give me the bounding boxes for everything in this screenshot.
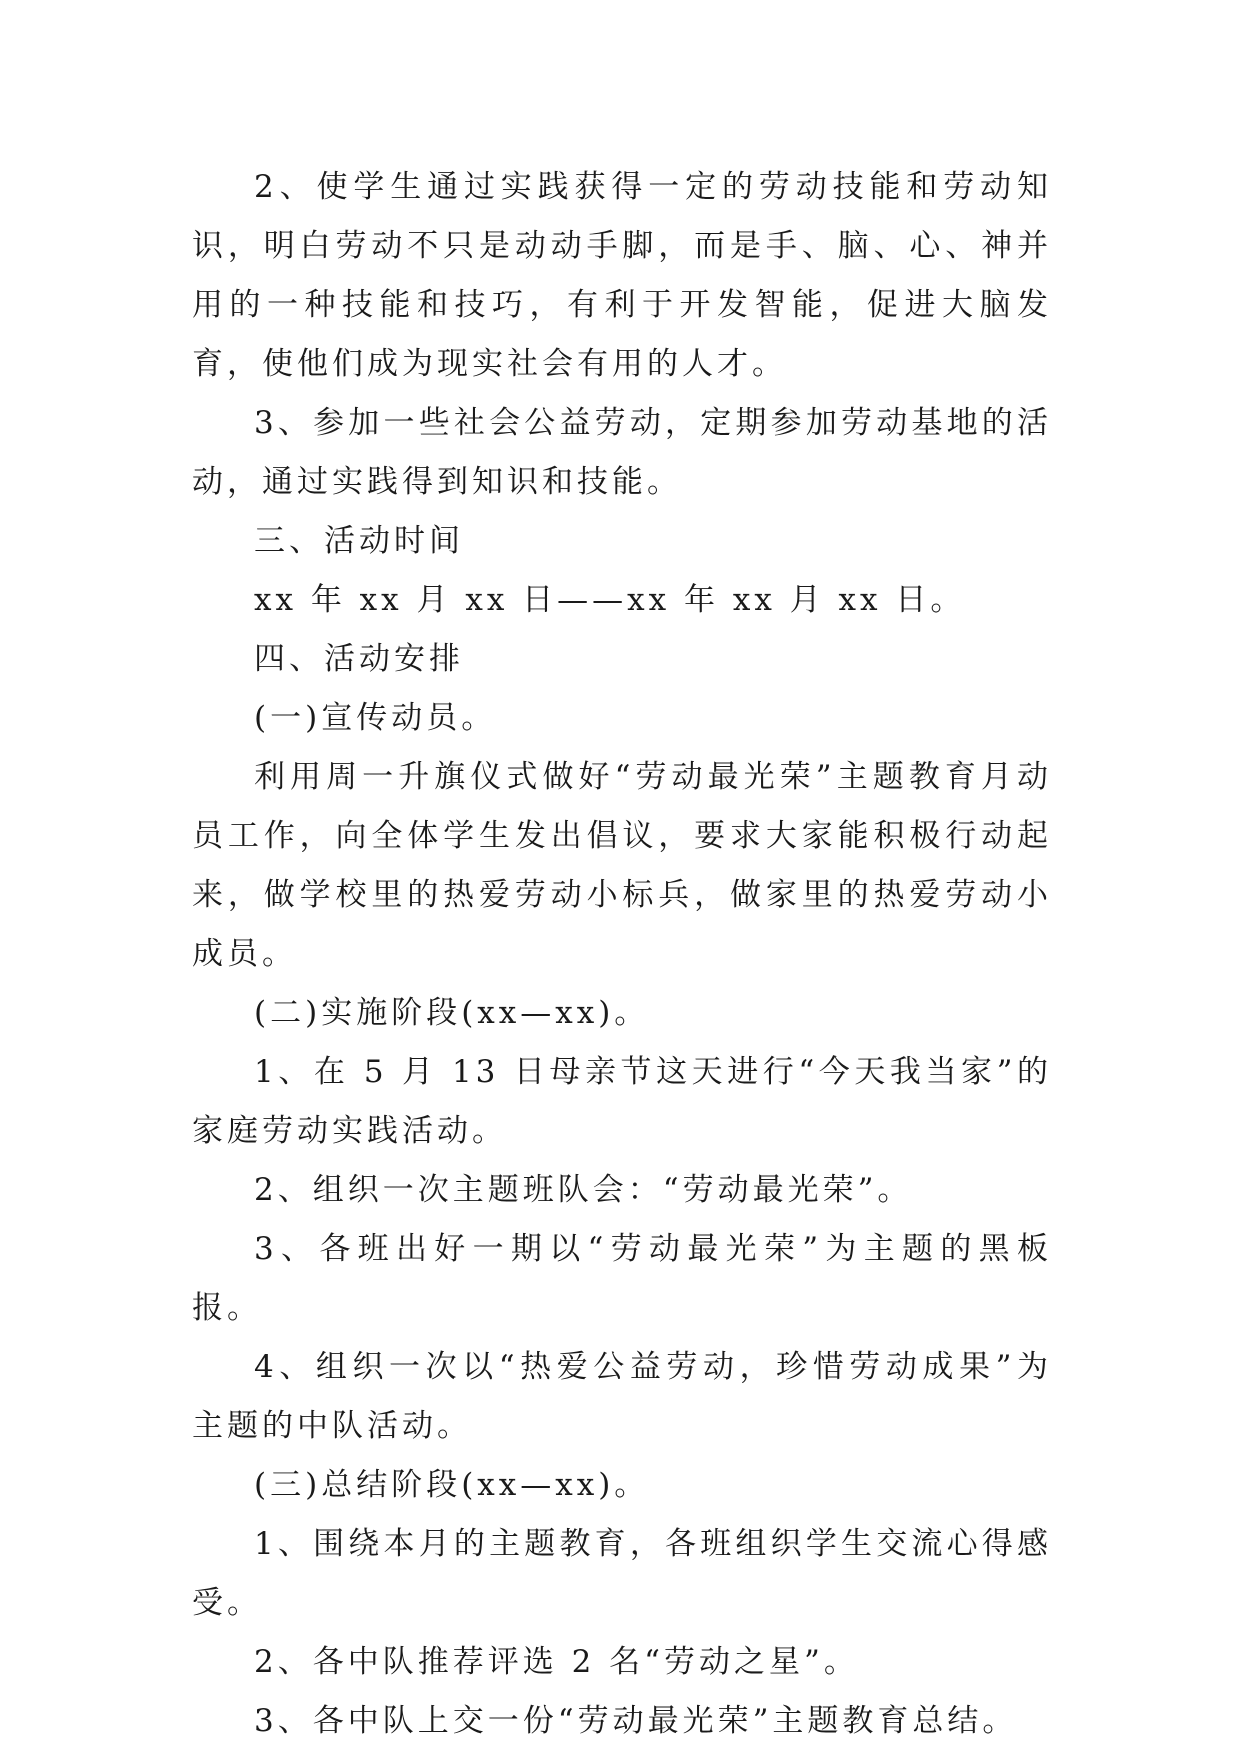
- heading-activity-arrangement: 四、活动安排: [254, 641, 464, 677]
- heading-activity-time: 三、活动时间: [254, 523, 464, 559]
- paragraph-mobilization: 利用周一升旗仪式做好“劳动最光荣”主题教育月动员工作，向全体学生发出倡议，要求大家能积极行动起来，做学校里的热爱劳动小标兵，做家里的热爱劳动小成员。: [192, 759, 1052, 972]
- list-item-implementation-3: 3、各班出好一期以“劳动最光荣”为主题的黑板报。: [192, 1231, 1052, 1326]
- paragraph-time-range: xx 年 xx 月 xx 日——xx 年 xx 月 xx 日。: [254, 582, 966, 618]
- subheading-summary: (三)总结阶段(xx—xx)。: [254, 1467, 650, 1503]
- list-item-summary-1: 1、围绕本月的主题教育，各班组织学生交流心得感受。: [192, 1526, 1052, 1621]
- list-item-summary-2: 2、各中队推荐评选 2 名“劳动之星”。: [254, 1644, 859, 1680]
- subheading-mobilization: (一)宣传动员。: [254, 700, 497, 736]
- paragraph-goal-2: 2、使学生通过实践获得一定的劳动技能和劳动知识，明白劳动不只是动动手脚，而是手、脑、心、神并用的一种技能和技巧，有利于开发智能，促进大脑发育，使他们成为现实社会有用的人才。: [192, 169, 1052, 382]
- list-item-implementation-1: 1、在 5 月 13 日母亲节这天进行“今天我当家”的家庭劳动实践活动。: [192, 1054, 1052, 1149]
- list-item-implementation-4: 4、组织一次以“热爱公益劳动，珍惜劳动成果”为主题的中队活动。: [192, 1349, 1052, 1444]
- subheading-implementation: (二)实施阶段(xx—xx)。: [254, 995, 650, 1031]
- document-body: [192, 158, 1052, 1751]
- list-item-implementation-2: 2、组织一次主题班队会：“劳动最光荣”。: [254, 1172, 913, 1208]
- list-item-summary-3: 3、各中队上交一份“劳动最光荣”主题教育总结。: [254, 1703, 1018, 1739]
- paragraph-goal-3: 3、参加一些社会公益劳动，定期参加劳动基地的活动，通过实践得到知识和技能。: [192, 405, 1052, 500]
